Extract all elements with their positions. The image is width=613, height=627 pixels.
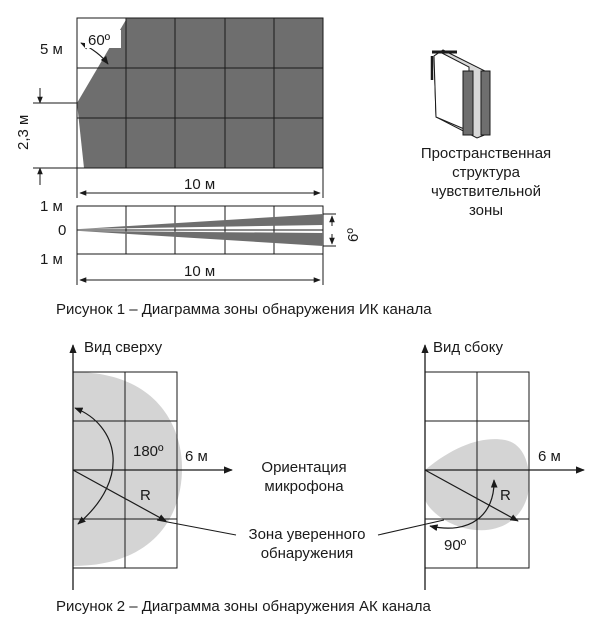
label-0: 0 [58, 222, 67, 239]
label-1m-bottom: 1 м [40, 251, 63, 268]
angle-60-label: 60º [88, 32, 111, 49]
dimension-6deg [323, 214, 336, 246]
label-6m-side: 6 м [538, 448, 561, 465]
ir-side-wedge-lower [80, 231, 323, 246]
label-R-side: R [500, 487, 511, 504]
structure-label-line1: Пространственная [420, 145, 552, 162]
label-side-view: Вид сбоку [433, 339, 503, 356]
label-6m-top: 6 м [185, 448, 208, 465]
zone-label-line2: обнаружения [260, 545, 354, 562]
label-10m-top: 10 м [184, 176, 216, 193]
label-10m-bottom: 10 м [184, 263, 216, 280]
label-6deg: 6º [345, 228, 362, 242]
figure1-caption: Рисунок 1 – Диаграмма зоны обнаружения ИК канала [56, 301, 432, 318]
zone-label-line1: Зона уверенного [248, 526, 366, 543]
figure2-top-view [73, 339, 232, 590]
orientation-label [261, 459, 346, 495]
structure-label-line4: зоны [468, 202, 504, 219]
label-top-view: Вид сверху [84, 339, 163, 356]
ir-grid-side [77, 206, 323, 254]
label-R-top: R [140, 487, 151, 504]
ir-side-wedge-upper [80, 214, 323, 229]
confident-zone-label [157, 520, 444, 562]
label-2-3m: 2,3 м [15, 114, 32, 150]
figure2-caption: Рисунок 2 – Диаграмма зоны обнаружения АК канала [56, 598, 431, 615]
label-1m-top: 1 м [40, 198, 63, 215]
structure-label [421, 145, 551, 219]
figure1-ir-side-diagram [40, 198, 362, 285]
structure-label-line3: чувствительной [431, 183, 541, 200]
label-5m: 5 м [40, 41, 63, 58]
figure2-side-view [425, 339, 584, 590]
orientation-label-line2: микрофона [264, 478, 344, 495]
orientation-label-line1: Ориентация [261, 459, 347, 476]
structure-label-line2: структура [452, 164, 520, 181]
dimension-2-3m [33, 88, 77, 185]
ac-zone-top-view [73, 372, 182, 566]
angle-180-label: 180º [133, 443, 164, 460]
figure1-ir-top-diagram [15, 18, 323, 198]
sensitive-zone-structure-icon [432, 50, 490, 138]
angle-90-label: 90º [444, 537, 467, 554]
